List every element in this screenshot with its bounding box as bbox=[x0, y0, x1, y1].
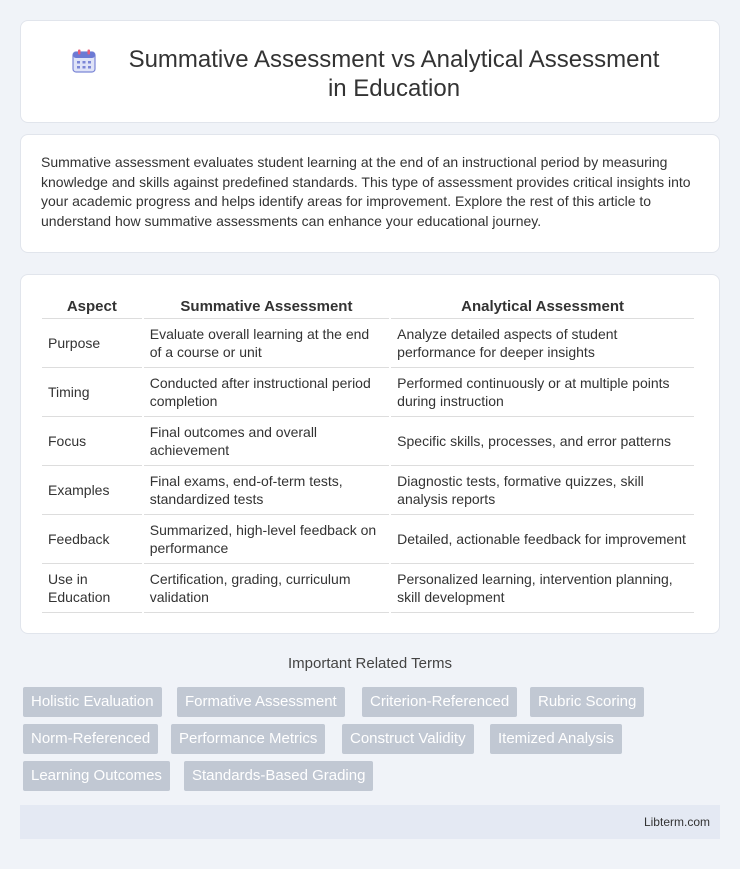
cell-analytical: Personalized learning, intervention planning, skill development bbox=[391, 564, 694, 613]
table-row bbox=[42, 417, 694, 466]
comparison-table bbox=[40, 295, 696, 613]
cell-analytical: Performed continuously or at multiple points during instruction bbox=[391, 368, 694, 417]
related-term-tag[interactable]: Standards-Based Grading bbox=[184, 761, 373, 791]
cell-analytical: Diagnostic tests, formative quizzes, skill analysis reports bbox=[391, 466, 694, 515]
intro-text: Summative assessment evaluates student learning at the end of an instructional period by measuring knowledge and skills against predefined standards. This type of assessment provides critical insights into your academic progress and helps identify areas for improvement. Explore the rest of this article to understand how summative assessments can enhance your educational journey. bbox=[41, 154, 691, 229]
cell-aspect: Use in Education bbox=[42, 564, 142, 613]
cell-aspect: Timing bbox=[42, 368, 142, 417]
related-term-tag[interactable]: Criterion-Referenced bbox=[362, 687, 517, 717]
cell-summative: Evaluate overall learning at the end of a course or unit bbox=[144, 319, 389, 368]
intro-card bbox=[20, 134, 720, 253]
related-term-tag[interactable]: Formative Assessment bbox=[177, 687, 345, 717]
related-term-tag[interactable]: Itemized Analysis bbox=[490, 724, 622, 754]
related-term-tag[interactable]: Learning Outcomes bbox=[23, 761, 170, 791]
footer bbox=[20, 805, 720, 839]
cell-summative: Final exams, end-of-term tests, standardized tests bbox=[144, 466, 389, 515]
cell-summative: Conducted after instructional period completion bbox=[144, 368, 389, 417]
cell-summative: Certification, grading, curriculum validation bbox=[144, 564, 389, 613]
table-header-row bbox=[42, 295, 694, 319]
cell-analytical: Detailed, actionable feedback for improvement bbox=[391, 515, 694, 564]
cell-analytical: Analyze detailed aspects of student performance for deeper insights bbox=[391, 319, 694, 368]
title-card bbox=[20, 20, 720, 123]
related-term-tag[interactable]: Holistic Evaluation bbox=[23, 687, 162, 717]
header-analytical: Analytical Assessment bbox=[391, 295, 694, 319]
cell-aspect: Focus bbox=[42, 417, 142, 466]
table-row bbox=[42, 319, 694, 368]
cell-summative: Summarized, high-level feedback on performance bbox=[144, 515, 389, 564]
comparison-table-card bbox=[20, 274, 720, 634]
related-term-tag[interactable]: Norm-Referenced bbox=[23, 724, 158, 754]
cell-aspect: Feedback bbox=[42, 515, 142, 564]
related-term-tag[interactable]: Construct Validity bbox=[342, 724, 474, 754]
table-row bbox=[42, 368, 694, 417]
footer-site-link[interactable]: Libterm.com bbox=[643, 815, 710, 829]
calendar-icon bbox=[71, 48, 97, 74]
related-term-tag[interactable]: Rubric Scoring bbox=[530, 687, 644, 717]
cell-aspect: Examples bbox=[42, 466, 142, 515]
header-summative: Summative Assessment bbox=[144, 295, 389, 319]
related-terms-title: Important Related Terms bbox=[288, 655, 452, 672]
cell-analytical: Specific skills, processes, and error patterns bbox=[391, 417, 694, 466]
table-row bbox=[42, 466, 694, 515]
cell-summative: Final outcomes and overall achievement bbox=[144, 417, 389, 466]
related-term-tag[interactable]: Performance Metrics bbox=[171, 724, 325, 754]
cell-aspect: Purpose bbox=[42, 319, 142, 368]
table-row bbox=[42, 564, 694, 613]
header-aspect: Aspect bbox=[42, 295, 142, 319]
page-title: Summative Assessment vs Analytical Assessment in Education bbox=[128, 46, 660, 102]
table-row bbox=[42, 515, 694, 564]
